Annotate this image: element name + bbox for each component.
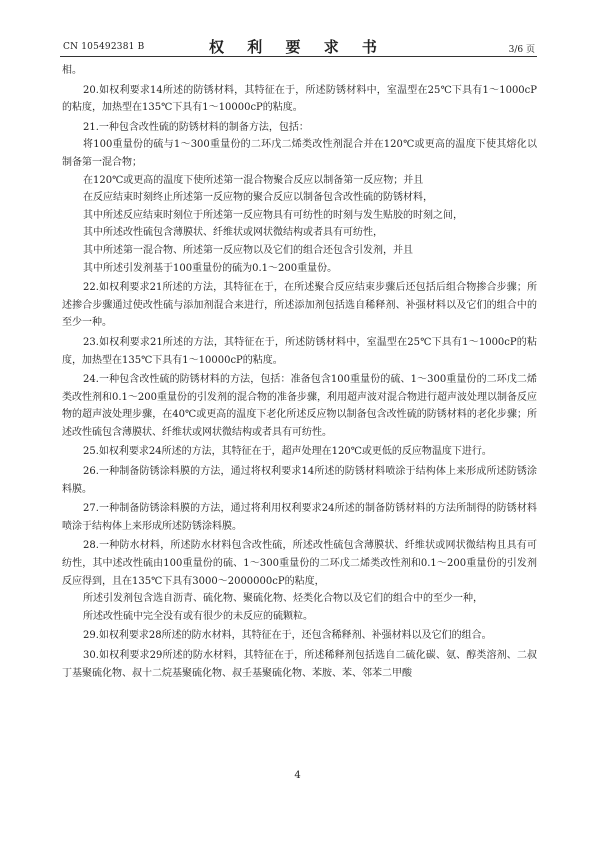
header-page-indicator: 3/6 页 [508, 45, 535, 55]
claim-paragraph: 22.如权利要求21所述的方法，其特征在于，在所述聚合反应结束步骤后还包括后组合物掺合步骤；所述掺合步骤通过使改性硫与添加剂混合来进行，所述添加剂包括选自稀释剂、补强材料以及它们的组合中的至少一种。 [62, 282, 537, 329]
footer-page-number: 4 [294, 770, 301, 781]
claims-body [62, 62, 537, 682]
claim-paragraph: 30.如权利要求29所述的防水材料，其特征在于，所述稀释剂包括选自二硫化碳、氨、醇类溶剂、二叔丁基聚硫化物、叔十二烷基聚硫化物、叔壬基聚硫化物、苯胺、苯、邻苯二甲酸 [62, 650, 537, 679]
claim-paragraph: 其中所述改性硫包含薄膜状、纤维状或网状微结构或者具有可纺性， [83, 227, 383, 239]
claim-paragraph: 21.一种包含改性硫的防锈材料的制备方法，包括： [83, 121, 309, 133]
header-title: 权 利 要 求 书 [209, 38, 386, 56]
claim-paragraph: 所述改性硫中完全没有或有很少的未反应的硫颗粒。 [83, 610, 313, 622]
claim-paragraph: 所述引发剂包含选自沥青、硫化物、聚硫化物、烃类化合物以及它们的组合中的至少一种， [83, 593, 483, 605]
claim-paragraph: 相。 [62, 65, 82, 76]
claim-paragraph: 将100重量份的硫与1～300重量份的二环戊二烯类改性剂混合并在120℃或更高的温度下使其熔化以制备第一混合物； [62, 139, 537, 168]
claim-paragraph: 24.一种包含改性硫的防锈材料的方法，包括：准备包含100重量份的硫、1～300重量份的二环戊二烯类改性剂和0.1～200重量份的引发剂的混合物的准备步骤，利用超声波对混合物进行超声波处理以制备反应物的超声波处理步骤，在40℃或更高的温度下老化所述反应物以制备包含改性硫的防锈材料的老化步骤；所述改性硫包含薄膜状、纤维状或网状微结构或者具有可纺性。 [62, 374, 537, 438]
header-doc-number: CN 105492381 B [63, 42, 145, 52]
claim-paragraph: 在反应结束时刻终止所述第一反应物的聚合反应以制备包含改性硫的防锈材料， [83, 192, 433, 204]
claim-paragraph: 其中所述第一混合物、所述第一反应物以及它们的组合还包含引发剂，并且 [83, 244, 413, 256]
claim-paragraph: 其中所述反应结束时刻位于所述第一反应物具有可纺性的时刻与发生贴胶的时刻之间， [83, 209, 463, 221]
claim-paragraph: 25.如权利要求24所述的方法，其特征在于，超声处理在120℃或更低的反应物温度下进行。 [83, 446, 492, 458]
claim-paragraph: 20.如权利要求14所述的防锈材料，其特征在于，所述防锈材料中，室温型在25℃下具有1～1000cP的粘度，加热型在135℃下具有1～10000cP的粘度。 [62, 84, 537, 114]
claim-paragraph: 28.一种防水材料，所述防水材料包含改性硫，所述改性硫包含薄膜状、纤维状或网状微结构且具有可纺性，其中述改性硫由100重量份的硫、1～300重量份的二环戊二烯类改性剂和0.1～200重量份的引发剂反应得到，且在135℃下具有3000～2000000cP的粘度， [62, 540, 537, 587]
claim-paragraph: 23.如权利要求21所述的方法，其特征在于，所述防锈材料中，室温型在25℃下具有1～1000cP的粘度，加热型在135℃下具有1～10000cP的粘度。 [62, 336, 537, 366]
claim-paragraph: 29.如权利要求28所述的防水材料，其特征在于，还包含稀释剂、补强材料以及它们的组合。 [83, 630, 492, 642]
claim-paragraph: 在120℃或更高的温度下使所述第一混合物聚合反应以制备第一反应物；并且 [83, 174, 424, 186]
claim-paragraph: 26.一种制备防锈涂料膜的方法，通过将权利要求14所述的防锈材料喷涂于结构体上来形成所述防锈涂料膜。 [62, 466, 537, 495]
claim-paragraph: 27.一种制备防锈涂料膜的方法，通过将利用权利要求24所述的制备防锈材料的方法所制得的防锈材料喷涂于结构体上来形成所述防锈涂料膜。 [62, 503, 537, 532]
header-rule [60, 56, 537, 57]
claim-paragraph: 其中所述引发剂基于100重量份的硫为0.1～200重量份。 [83, 262, 338, 274]
